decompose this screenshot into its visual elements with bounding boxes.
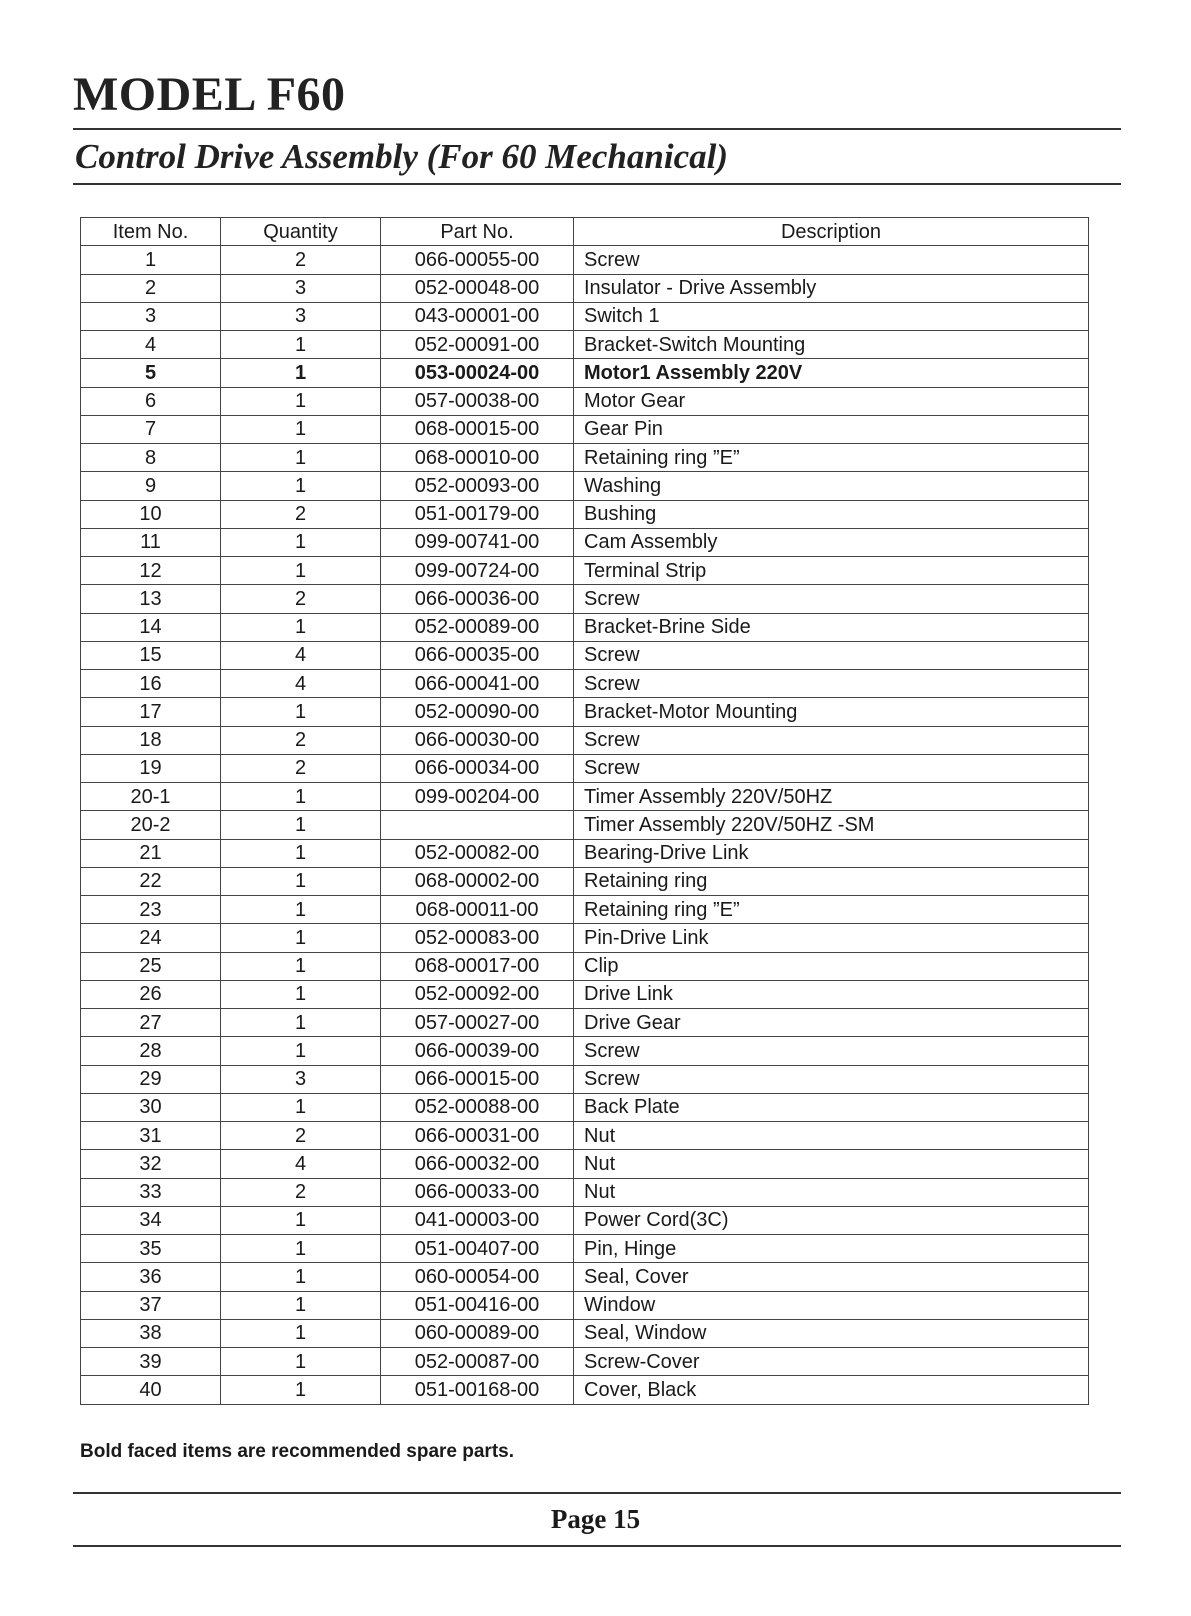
quantity-cell: 4 [221,641,381,669]
table-row [81,415,1089,443]
table-row [81,1093,1089,1121]
description-cell: Screw [574,726,1089,754]
quantity-cell: 1 [221,331,381,359]
subtitle-divider [73,183,1121,185]
description-cell: Pin, Hinge [574,1235,1089,1263]
quantity-cell: 2 [221,726,381,754]
part-no-cell: 053-00024-00 [381,359,574,387]
quantity-cell: 1 [221,924,381,952]
item-no-cell: 9 [81,472,221,500]
quantity-cell: 1 [221,1009,381,1037]
spare-parts-note: Bold faced items are recommended spare parts. [80,1441,514,1462]
item-no-cell: 6 [81,387,221,415]
table-row [81,1178,1089,1206]
item-no-cell: 8 [81,444,221,472]
description-cell: Gear Pin [574,415,1089,443]
quantity-cell: 3 [221,302,381,330]
quantity-cell: 1 [221,698,381,726]
part-no-cell: 052-00088-00 [381,1093,574,1121]
quantity-cell: 1 [221,1093,381,1121]
item-no-cell: 1 [81,246,221,274]
table-row [81,1235,1089,1263]
description-cell: Power Cord(3C) [574,1206,1089,1234]
quantity-cell: 1 [221,1376,381,1404]
description-cell: Clip [574,952,1089,980]
table-row [81,980,1089,1008]
item-no-cell: 5 [81,359,221,387]
quantity-cell: 1 [221,1235,381,1263]
quantity-cell: 1 [221,952,381,980]
item-no-cell: 17 [81,698,221,726]
part-no-cell: 052-00083-00 [381,924,574,952]
footer-top-divider [73,1492,1121,1494]
table-row [81,839,1089,867]
item-no-cell: 39 [81,1348,221,1376]
quantity-cell: 4 [221,670,381,698]
table-row [81,726,1089,754]
description-cell: Switch 1 [574,302,1089,330]
table-row [81,641,1089,669]
item-no-cell: 27 [81,1009,221,1037]
table-row [81,924,1089,952]
quantity-cell: 2 [221,1122,381,1150]
part-no-cell: 057-00027-00 [381,1009,574,1037]
quantity-cell: 1 [221,557,381,585]
description-cell: Drive Link [574,980,1089,1008]
item-no-cell: 34 [81,1206,221,1234]
part-no-cell: 068-00010-00 [381,444,574,472]
part-no-cell: 052-00087-00 [381,1348,574,1376]
parts-table-body [81,246,1089,1404]
part-no-cell: 099-00741-00 [381,528,574,556]
column-header-quantity: Quantity [221,218,381,246]
table-row [81,557,1089,585]
table-row [81,444,1089,472]
description-cell: Back Plate [574,1093,1089,1121]
item-no-cell: 24 [81,924,221,952]
item-no-cell: 29 [81,1065,221,1093]
quantity-cell: 1 [221,1263,381,1291]
item-no-cell: 28 [81,1037,221,1065]
quantity-cell: 2 [221,1178,381,1206]
column-header-part-no: Part No. [381,218,574,246]
table-row [81,1065,1089,1093]
part-no-cell: 051-00168-00 [381,1376,574,1404]
part-no-cell: 052-00082-00 [381,839,574,867]
item-no-cell: 37 [81,1291,221,1319]
quantity-cell: 2 [221,246,381,274]
description-cell: Screw [574,1037,1089,1065]
part-no-cell: 068-00002-00 [381,867,574,895]
table-row [81,528,1089,556]
description-cell: Bushing [574,500,1089,528]
item-no-cell: 18 [81,726,221,754]
item-no-cell: 30 [81,1093,221,1121]
quantity-cell: 1 [221,980,381,1008]
quantity-cell: 1 [221,896,381,924]
item-no-cell: 20-1 [81,783,221,811]
table-row [81,783,1089,811]
table-row [81,246,1089,274]
part-no-cell: 051-00179-00 [381,500,574,528]
table-row [81,331,1089,359]
quantity-cell: 2 [221,585,381,613]
part-no-cell: 066-00035-00 [381,641,574,669]
description-cell: Screw [574,1065,1089,1093]
part-no-cell: 052-00091-00 [381,331,574,359]
description-cell: Retaining ring ”E” [574,896,1089,924]
quantity-cell: 2 [221,500,381,528]
quantity-cell: 1 [221,472,381,500]
quantity-cell: 1 [221,1348,381,1376]
quantity-cell: 1 [221,783,381,811]
quantity-cell: 1 [221,1037,381,1065]
quantity-cell: 1 [221,528,381,556]
part-no-cell: 052-00093-00 [381,472,574,500]
quantity-cell: 3 [221,1065,381,1093]
page-title: MODEL F60 [73,68,346,121]
item-no-cell: 35 [81,1235,221,1263]
item-no-cell: 3 [81,302,221,330]
part-no-cell [381,811,574,839]
description-cell: Timer Assembly 220V/50HZ [574,783,1089,811]
description-cell: Bracket-Switch Mounting [574,331,1089,359]
part-no-cell: 041-00003-00 [381,1206,574,1234]
part-no-cell: 066-00030-00 [381,726,574,754]
part-no-cell: 057-00038-00 [381,387,574,415]
item-no-cell: 10 [81,500,221,528]
item-no-cell: 26 [81,980,221,1008]
item-no-cell: 19 [81,754,221,782]
description-cell: Washing [574,472,1089,500]
table-row [81,896,1089,924]
item-no-cell: 23 [81,896,221,924]
part-no-cell: 052-00090-00 [381,698,574,726]
table-row [81,1037,1089,1065]
description-cell: Screw [574,641,1089,669]
table-row [81,1348,1089,1376]
table-row [81,1319,1089,1347]
table-row [81,952,1089,980]
item-no-cell: 22 [81,867,221,895]
table-row [81,359,1089,387]
description-cell: Motor Gear [574,387,1089,415]
quantity-cell: 1 [221,1319,381,1347]
part-no-cell: 066-00039-00 [381,1037,574,1065]
quantity-cell: 1 [221,613,381,641]
description-cell: Motor1 Assembly 220V [574,359,1089,387]
table-row [81,1150,1089,1178]
item-no-cell: 13 [81,585,221,613]
quantity-cell: 1 [221,387,381,415]
description-cell: Nut [574,1150,1089,1178]
description-cell: Terminal Strip [574,557,1089,585]
parts-table [80,217,1089,1405]
table-row [81,754,1089,782]
table-row [81,698,1089,726]
table-row [81,1009,1089,1037]
quantity-cell: 4 [221,1150,381,1178]
item-no-cell: 2 [81,274,221,302]
quantity-cell: 3 [221,274,381,302]
quantity-cell: 1 [221,839,381,867]
quantity-cell: 1 [221,1291,381,1319]
item-no-cell: 7 [81,415,221,443]
title-divider [73,128,1121,130]
description-cell: Seal, Cover [574,1263,1089,1291]
description-cell: Screw [574,670,1089,698]
part-no-cell: 066-00031-00 [381,1122,574,1150]
part-no-cell: 051-00416-00 [381,1291,574,1319]
item-no-cell: 25 [81,952,221,980]
description-cell: Bearing-Drive Link [574,839,1089,867]
section-subtitle: Control Drive Assembly (For 60 Mechanical) [75,137,729,176]
part-no-cell: 066-00034-00 [381,754,574,782]
item-no-cell: 4 [81,331,221,359]
table-row [81,670,1089,698]
part-no-cell: 066-00036-00 [381,585,574,613]
item-no-cell: 15 [81,641,221,669]
item-no-cell: 40 [81,1376,221,1404]
part-no-cell: 099-00204-00 [381,783,574,811]
quantity-cell: 1 [221,867,381,895]
part-no-cell: 068-00017-00 [381,952,574,980]
footer-bottom-divider [73,1545,1121,1547]
description-cell: Bracket-Brine Side [574,613,1089,641]
part-no-cell: 066-00055-00 [381,246,574,274]
table-row [81,613,1089,641]
table-row [81,274,1089,302]
item-no-cell: 12 [81,557,221,585]
part-no-cell: 066-00032-00 [381,1150,574,1178]
part-no-cell: 068-00015-00 [381,415,574,443]
item-no-cell: 14 [81,613,221,641]
part-no-cell: 066-00015-00 [381,1065,574,1093]
description-cell: Bracket-Motor Mounting [574,698,1089,726]
column-header-description: Description [574,218,1089,246]
quantity-cell: 1 [221,811,381,839]
description-cell: Nut [574,1178,1089,1206]
description-cell: Drive Gear [574,1009,1089,1037]
description-cell: Pin-Drive Link [574,924,1089,952]
part-no-cell: 066-00033-00 [381,1178,574,1206]
quantity-cell: 1 [221,444,381,472]
table-row [81,1122,1089,1150]
quantity-cell: 1 [221,1206,381,1234]
item-no-cell: 33 [81,1178,221,1206]
quantity-cell: 2 [221,754,381,782]
item-no-cell: 16 [81,670,221,698]
part-no-cell: 052-00048-00 [381,274,574,302]
description-cell: Window [574,1291,1089,1319]
table-row [81,500,1089,528]
description-cell: Nut [574,1122,1089,1150]
table-row [81,811,1089,839]
item-no-cell: 38 [81,1319,221,1347]
part-no-cell: 099-00724-00 [381,557,574,585]
table-row [81,472,1089,500]
table-header-row [81,218,1089,246]
description-cell: Screw [574,246,1089,274]
description-cell: Cover, Black [574,1376,1089,1404]
description-cell: Insulator - Drive Assembly [574,274,1089,302]
table-row [81,1206,1089,1234]
description-cell: Seal, Window [574,1319,1089,1347]
part-no-cell: 060-00089-00 [381,1319,574,1347]
quantity-cell: 1 [221,415,381,443]
description-cell: Timer Assembly 220V/50HZ -SM [574,811,1089,839]
description-cell: Screw [574,585,1089,613]
page-number: Page 15 [550,1504,641,1534]
part-no-cell: 060-00054-00 [381,1263,574,1291]
item-no-cell: 31 [81,1122,221,1150]
table-row [81,387,1089,415]
column-header-item-no: Item No. [81,218,221,246]
table-row [81,1291,1089,1319]
description-cell: Retaining ring ”E” [574,444,1089,472]
part-no-cell: 066-00041-00 [381,670,574,698]
table-row [81,1263,1089,1291]
part-no-cell: 052-00092-00 [381,980,574,1008]
table-row [81,585,1089,613]
table-row [81,1376,1089,1404]
description-cell: Screw [574,754,1089,782]
item-no-cell: 21 [81,839,221,867]
item-no-cell: 11 [81,528,221,556]
part-no-cell: 043-00001-00 [381,302,574,330]
item-no-cell: 36 [81,1263,221,1291]
description-cell: Retaining ring [574,867,1089,895]
table-row [81,867,1089,895]
description-cell: Screw-Cover [574,1348,1089,1376]
description-cell: Cam Assembly [574,528,1089,556]
part-no-cell: 068-00011-00 [381,896,574,924]
part-no-cell: 052-00089-00 [381,613,574,641]
item-no-cell: 32 [81,1150,221,1178]
table-row [81,302,1089,330]
part-no-cell: 051-00407-00 [381,1235,574,1263]
quantity-cell: 1 [221,359,381,387]
item-no-cell: 20-2 [81,811,221,839]
